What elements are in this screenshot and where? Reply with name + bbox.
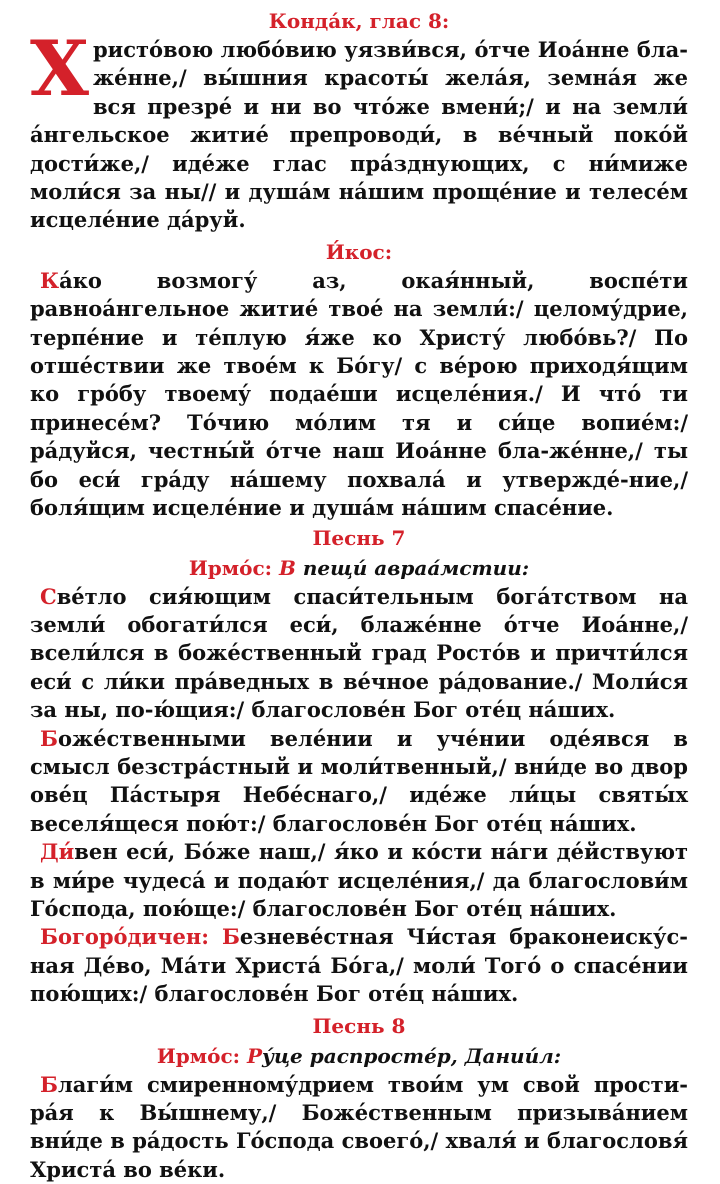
song7-irmos [30, 553, 688, 583]
song7-troparion-2-text: оже́ственными веле́нии и уче́нии оде́явся в смысл безстра́стный и моли́твенный,/ вни́де во двор ове́ц Па́стыря Небе́снаго,/ иде́же ли́цы святы́х веселя́щеся пою́т:/ благослове́н Бог оте́ц на́ших. [30, 725, 688, 836]
song7-troparion-2-initial: Б [40, 725, 58, 751]
song8-troparion-1-text: лаги́м смиренному́дрием твои́м ум свой прости-ра́я к Вы́шнему,/ Боже́ственным призыва́нием вни́де в ра́дость Го́спода своего́,/ хваля́ и благословя́ Христа́ во ве́ки. [30, 1071, 688, 1182]
kontakion-heading: Конда́к, глас 8: [268, 9, 450, 33]
song7-irmos-text: пещи́ авраа́мстии: [295, 555, 530, 580]
kontakion-drop-cap: Х [30, 24, 89, 113]
song7-theotokion-label: Богоро́дичен: [40, 924, 209, 950]
ikos-text-block [30, 267, 688, 523]
song8-irmos-initial: Р [246, 1043, 263, 1068]
kontakion-text-block [30, 24, 688, 235]
song7-theotokion-text: езневе́стная Чи́стая браконеиску́с-ная Де́во, Ма́ти Христа́ Бо́га,/ моли́ Того́ о спасе́нии пою́щих:/ благослове́н Бог оте́ц на́ших. [30, 924, 688, 1007]
song7-troparion-3-text: вен еси́, Бо́же наш,/ я́ко и ко́сти на́ги де́йствуют в ми́ре чудеса́ и подаю́т исцеле́ния,/ да благослови́м Го́спода, пою́ще:/ благослове́н Бог оте́ц на́ших. [30, 839, 688, 921]
song7-troparion-1-initial: С [40, 583, 57, 609]
ikos-heading: И́кос: [325, 239, 393, 264]
song8-irmos-label: Ирмо́с: [156, 1043, 241, 1068]
ikos-text: а́ко возмогу́ аз, окая́нный, воспе́ти равноа́нгельное житие́ твое́ на земли́:/ целому́дрие, терпе́ние и те́плую я́же ко Христу́ любо́вь?/ По отше́ствии же твое́м к Бо́гу/ с ве́рою приходя́щим ко гро́бу твоему́ подае́ши исцеле́ния./ И что́ ти принесе́м? То́чию мо́лим тя и си́це вопие́м:/ ра́дуйся, честны́й о́тче наш Иоа́нне бла-же́нне,/ ты бо еси́ гра́ду на́шему похвала́ и утвержде́-ние,/ боля́щим исцеле́ние и душа́м на́шим спасе́ние. [30, 267, 688, 521]
document-page [30, 6, 688, 1184]
kontakion-text: ристо́вою любо́вию уязви́вся, о́тче Иоа́нне бла-же́нне,/ вы́шния красоты́ жела́я, земна́я же вся презре́ и ни во что́же вмени́;/ и на земли́ а́нгельское житие́ препроводи́, в ве́чный поко́й дости́же,/ иде́же глас пра́зднующих, с ни́миже моли́ся за ны// и душа́м на́шим проще́ние и телесе́м исцеле́ние да́руй. [30, 37, 688, 233]
song8-irmos-text: у́це распросте́р, Дании́л: [262, 1043, 562, 1068]
song7-troparion-1 [30, 583, 688, 725]
song8-heading: Песнь 8 [312, 1013, 406, 1038]
song7-troparion-3 [30, 838, 688, 923]
song7-heading: Песнь 7 [312, 525, 406, 550]
ikos-initial: К [40, 267, 60, 293]
song8-troparion-1-initial: Б [40, 1071, 58, 1097]
song7-theotokion-initial: Б [221, 924, 240, 950]
song7-troparion-1-text: ве́тло сия́ющим спаси́тельным бога́тством на земли́ обогати́лся еси́, блаже́нне о́тче Иоа́нне,/ всели́лся в боже́ственный град Росто́в и причти́лся еси́ с ли́ки пра́ведных в ве́чное ра́дование./ Моли́ся за ны, по-ю́щия:/ благослове́н Бог оте́ц на́ших. [30, 583, 688, 723]
song7-irmos-label: Ирмо́с: [188, 555, 273, 580]
song8-irmos [30, 1041, 688, 1071]
song7-irmos-initial: В [278, 555, 296, 580]
song7-troparion-3-initial: Ди́ [40, 839, 75, 865]
song7-troparion-2 [30, 725, 688, 839]
song7-theotokion [30, 923, 688, 1008]
song8-troparion-1 [30, 1071, 688, 1184]
